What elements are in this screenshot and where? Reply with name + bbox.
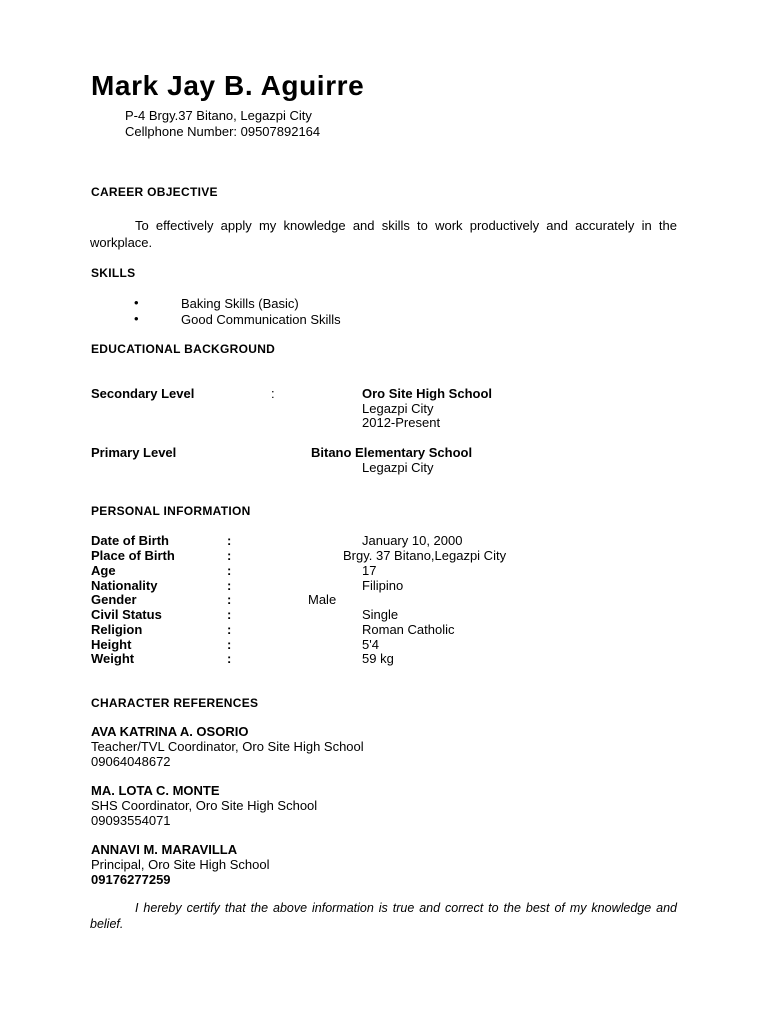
personal-label: Civil Status [91,607,162,622]
personal-value: Brgy. 37 Bitano,Legazpi City [343,548,507,563]
reference-name: MA. LOTA C. MONTE [91,783,220,798]
skill-item: Good Communication Skills [181,312,341,327]
reference-phone: 09064048672 [91,754,171,769]
personal-colon: : [227,637,232,652]
skill-item: Baking Skills (Basic) [181,296,299,311]
personal-value: 17 [362,563,377,578]
personal-label: Gender [91,592,137,607]
personal-colon: : [227,622,232,637]
reference-position: SHS Coordinator, Oro Site High School [91,798,318,813]
skills-heading: SKILLS [91,266,136,280]
education-heading: EDUCATIONAL BACKGROUND [91,342,276,356]
reference-phone: 09093554071 [91,813,171,828]
personal-colon: : [227,548,232,563]
primary-school: Bitano Elementary School [311,445,473,460]
personal-colon: : [227,607,232,622]
secondary-city: Legazpi City [362,401,434,416]
reference-position: Teacher/TVL Coordinator, Oro Site High School [91,739,364,754]
personal-value: Single [362,607,399,622]
personal-value: 5'4 [362,637,379,652]
personal-colon: : [227,533,232,548]
personal-value: Male [308,592,337,607]
reference-position: Principal, Oro Site High School [91,857,270,872]
cellphone-number: Cellphone Number: 09507892164 [125,124,321,139]
bullet-icon: • [134,295,139,310]
secondary-school: Oro Site High School [362,386,493,401]
personal-colon: : [227,592,232,607]
personal-label: Place of Birth [91,548,175,563]
secondary-level-colon: : [271,386,275,401]
references-heading: CHARACTER REFERENCES [91,696,259,710]
applicant-name: Mark Jay B. Aguirre [91,70,365,101]
primary-city: Legazpi City [362,460,434,475]
primary-level-label: Primary Level [91,445,177,460]
career-objective-heading: CAREER OBJECTIVE [91,185,218,199]
secondary-years: 2012-Present [362,415,441,430]
personal-value: January 10, 2000 [362,533,463,548]
personal-label: Date of Birth [91,533,169,548]
personal-label: Nationality [91,578,158,593]
personal-info-heading: PERSONAL INFORMATION [91,504,251,518]
certification-statement: I hereby certify that the above information is true and correct to the best of my knowledge and belief. [90,901,677,931]
bullet-icon: • [134,311,139,326]
reference-phone: 09176277259 [91,872,171,887]
personal-label: Height [91,637,132,652]
personal-value: Filipino [362,578,404,593]
personal-label: Weight [91,651,135,666]
reference-name: AVA KATRINA A. OSORIO [91,724,249,739]
personal-label: Religion [91,622,143,637]
secondary-level-label: Secondary Level [91,386,195,401]
personal-colon: : [227,563,232,578]
career-objective-text: To effectively apply my knowledge and skills to work productively and accurately in the workplace. [90,218,677,250]
personal-value: Roman Catholic [362,622,455,637]
personal-value: 59 kg [362,651,394,666]
personal-colon: : [227,578,232,593]
personal-colon: : [227,651,232,666]
address: P-4 Brgy.37 Bitano, Legazpi City [125,108,312,123]
personal-label: Age [91,563,116,578]
reference-name: ANNAVI M. MARAVILLA [91,842,238,857]
